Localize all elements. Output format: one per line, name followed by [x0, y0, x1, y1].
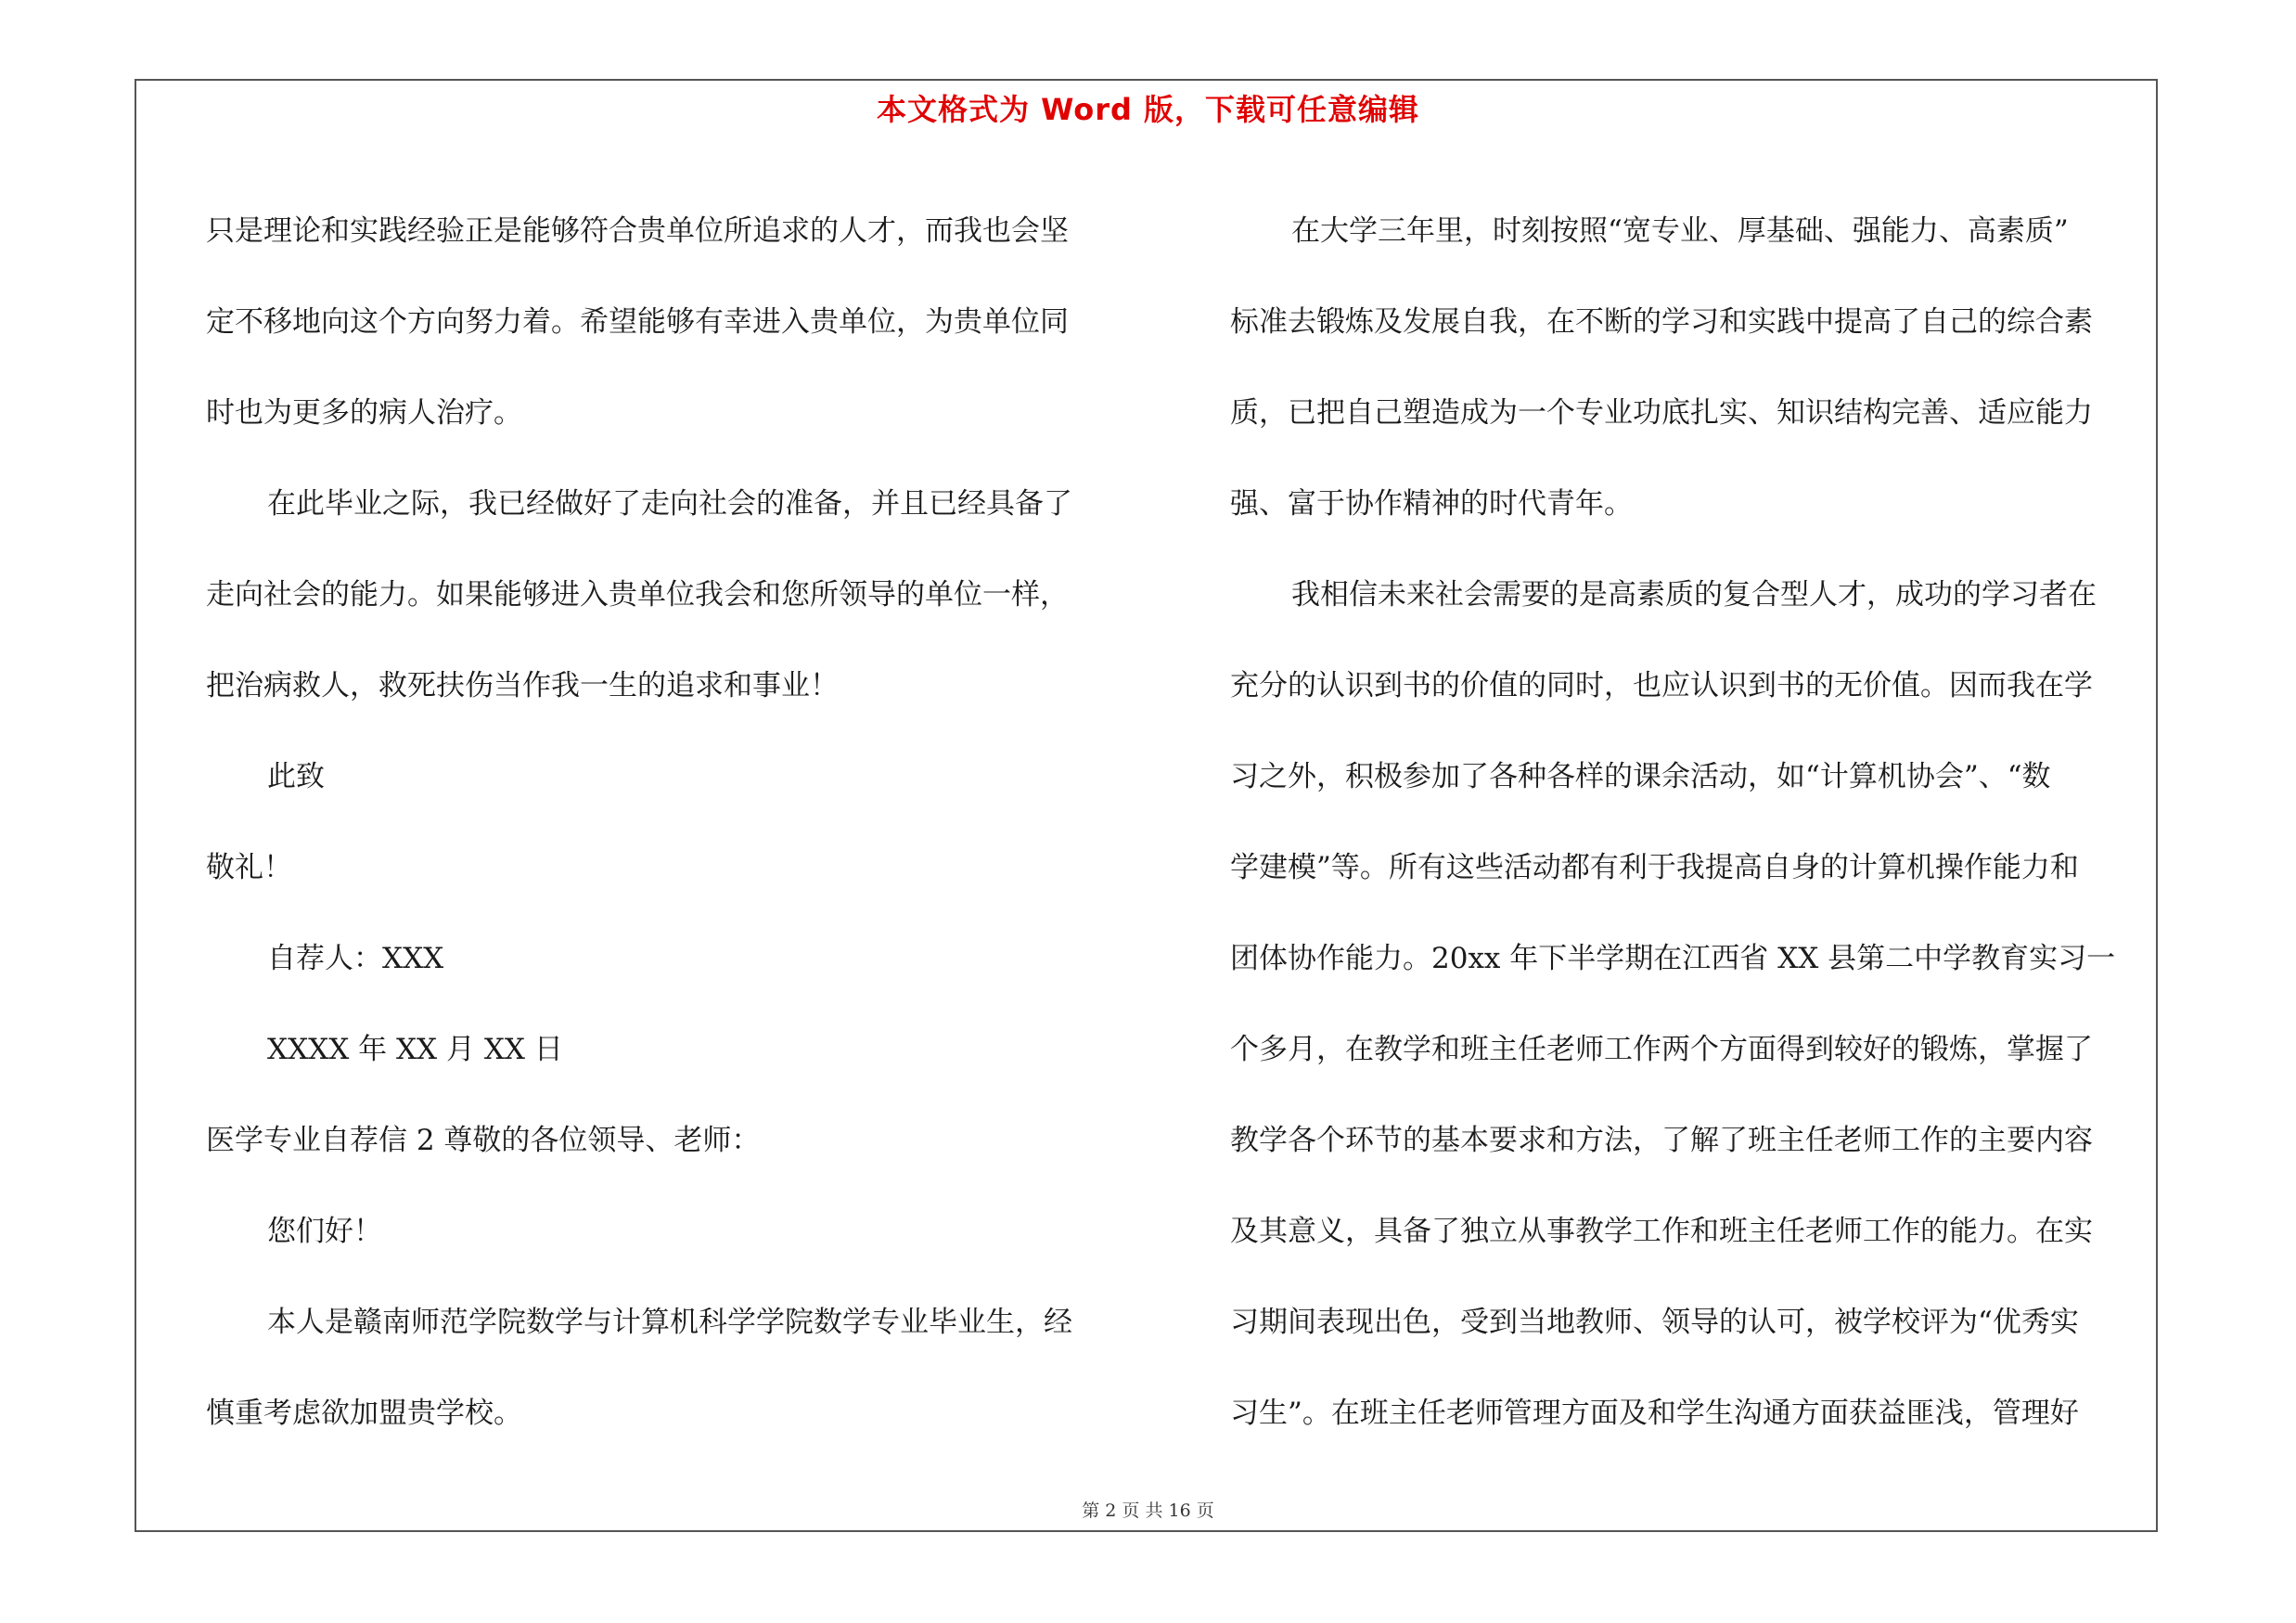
text-line: 慎重考虑欲加盟贵学校。	[206, 1397, 522, 1430]
text-line: 习生”。在班主任老师管理方面及和学生沟通方面获益匪浅，管理好	[1230, 1397, 2079, 1430]
text-line: 质，已把自己塑造成为一个专业功底扎实、知识结构完善、适应能力	[1230, 396, 2093, 430]
closing-regards: 敬礼！	[206, 851, 292, 884]
text-line: 强、富于协作精神的时代青年。	[1230, 487, 1633, 521]
text-line: 团体协作能力。20xx 年下半学期在江西省 XX 县第二中学教育实习一	[1230, 942, 2116, 975]
text-line: 只是理论和实践经验正是能够符合贵单位所追求的人才，而我也会坚	[206, 214, 1069, 248]
text-line: 在此毕业之际，我已经做好了走向社会的准备，并且已经具备了	[267, 487, 1072, 521]
text-line: 及其意义，具备了独立从事教学工作和班主任老师工作的能力。在实	[1230, 1215, 2093, 1248]
text-line: 在大学三年里，时刻按照“宽专业、厚基础、强能力、高素质”	[1291, 214, 2069, 248]
text-line: 个多月，在教学和班主任老师工作两个方面得到较好的锻炼，掌握了	[1230, 1033, 2093, 1066]
signature-line: 自荐人：XXX	[267, 942, 444, 975]
text-line: 学建模”等。所有这些活动都有利于我提高自身的计算机操作能力和	[1230, 851, 2079, 884]
text-line: 走向社会的能力。如果能够进入贵单位我会和您所领导的单位一样，	[206, 578, 1069, 612]
word-format-notice: 本文格式为 Word 版，下载可任意编辑	[876, 92, 1420, 127]
closing-salutation: 此致	[267, 760, 325, 793]
text-line: 把治病救人，救死扶伤当作我一生的追求和事业！	[206, 669, 839, 702]
letter-heading: 医学专业自荐信 2 尊敬的各位领导、老师：	[206, 1124, 761, 1157]
text-line: 习之外，积极参加了各种各样的课余活动，如“计算机协会”、“数	[1230, 760, 2051, 793]
text-line: 标准去锻炼及发展自我，在不断的学习和实践中提高了自己的综合素	[1230, 305, 2093, 339]
date-line: XXXX 年 XX 月 XX 日	[267, 1033, 563, 1066]
text-line: 充分的认识到书的价值的同时，也应认识到书的无价值。因而我在学	[1230, 669, 2093, 702]
text-line: 教学各个环节的基本要求和方法，了解了班主任老师工作的主要内容	[1230, 1124, 2093, 1157]
left-column	[206, 186, 1152, 1459]
text-line: 我相信未来社会需要的是高素质的复合型人才，成功的学习者在	[1291, 578, 2097, 612]
text-line: 时也为更多的病人治疗。	[206, 396, 522, 430]
page-number-footer: 第 2 页 共 16 页	[1082, 1501, 1214, 1521]
text-line: 习期间表现出色，受到当地教师、领导的认可，被学校评为“优秀实	[1230, 1306, 2079, 1339]
right-column	[1230, 186, 2158, 1459]
text-line: 定不移地向这个方向努力着。希望能够有幸进入贵单位，为贵单位同	[206, 305, 1069, 339]
text-line: 本人是赣南师范学院数学与计算机科学学院数学专业毕业生，经	[267, 1306, 1072, 1339]
greeting-line: 您们好！	[267, 1215, 382, 1248]
